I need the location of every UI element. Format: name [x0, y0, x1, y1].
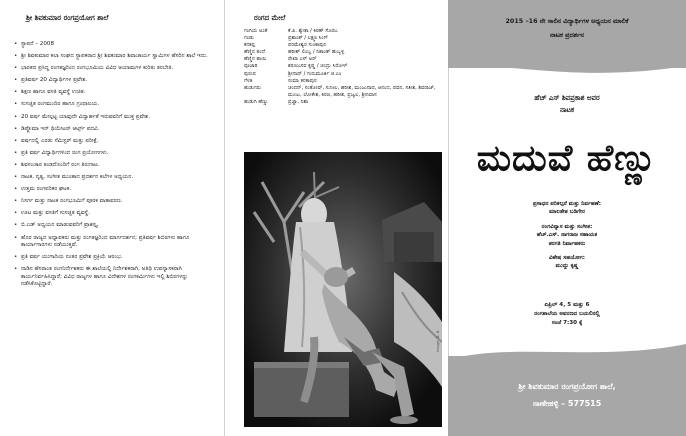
list-item: • ಪ್ರತಿ ವರ್ಷ ವಿದ್ಯಾರ್ಥಿಗಳಿಂದ ರಂಗ ಪ್ರಯೋಗಗಳು.: [14, 150, 212, 157]
credit-line: ಮಾಲತೇಶ ಬಡಿಗೇರ: [549, 209, 585, 216]
series-subtitle: ನಾಟಕ ಪ್ರದರ್ಶನ: [550, 31, 584, 39]
role-cell: ಪುರುಷ: [244, 70, 256, 77]
show-dates: ಏಪ್ರಿಲ್ 4, 5 ಮತ್ತು 6: [544, 302, 590, 308]
list-item: • ಪ್ರತಿವರ್ಷ 20 ವಿದ್ಯಾರ್ಥಿಗಳ ಪ್ರವೇಶ.: [14, 77, 212, 84]
credit-line: ಮುದ್ದು ಕೃಷ್ಣ: [555, 263, 579, 270]
list-item: • ಶ್ರೀ ಶಿವಕುಮಾರ ಕಲಾ ಸಂಘದ ಸ್ಥಾಪಕರಾದ ಶ್ರೀ ಶಿವಕುಮಾರ ಶಿವಾಚಾರ್ಯ ಸ್ವಾಮಿಗಳ ಹೆಸರಿನ ಶಾಲೆ ಇದು.: [14, 53, 212, 60]
playwright-line: ಹೆಚ್ ಎಸ್ ಶಿವಪ್ರಕಾಶ ಅವರ: [534, 94, 600, 102]
credit-line: ತರಗತಿ ನಿರ್ವಾಹಕರು: [548, 240, 586, 247]
role-cell: ಗಂಗಿಯ ಅಂತೆ: [244, 28, 268, 34]
table-row: [244, 35, 444, 42]
role-cell: ಪೂಜಾರಿ: [244, 63, 258, 70]
list-item: • ನಿಸರ್ಗ ಮತ್ತು ನಾಟಕ ರಂಗಭೂಮಿಗೆ ಪೂರಕ ವಾತಾವರಣ.: [14, 198, 212, 205]
table-row: [244, 63, 444, 70]
role-cell: ಹೆಣ್ಣಿನ ತಂದೆ: [244, 49, 265, 56]
play-title: ಮದುವೆ ಹೆಣ್ಣು: [476, 138, 658, 179]
school-features-list: [14, 41, 212, 293]
list-item: • ವರ್ಷದಲ್ಲಿ ಎರಡು ಸೆಮಿಸ್ಟರ್ ಮತ್ತು ಪರೀಕ್ಷೆ.: [14, 138, 212, 145]
credit-line: ವಿಶೇಷ ಸಹಯೋಗ:: [548, 255, 586, 262]
table-row: [244, 49, 444, 56]
list-item: • ಡಿಪ್ಲೊಮಾ ಇನ್ ಥಿಯೇಟರ್ ಆರ್ಟ್ಸ್ ಪದವಿ.: [14, 126, 212, 133]
info-panel: [0, 0, 224, 436]
table-row: [244, 78, 444, 85]
actor-cell: ಪ್ರಶಾಂತ್ / ಲಕ್ಷ್ಮಣ ಸಿಂಗ್: [288, 35, 329, 42]
performance-photo: [244, 152, 442, 427]
credit-line: ಪ್ರಸಾಧನ ಪರಿಕಲ್ಪನೆ ಮತ್ತು ನಿರ್ವಹಣೆ:: [532, 201, 602, 207]
actor-cell: ಕೆ.ಪಿ. ಶ್ವೇತಾ / ಕಿರಣ್ ಸೊರಬ: [288, 28, 338, 34]
photo-credit: Image: D. N.: [436, 329, 440, 352]
table-row: [244, 85, 444, 99]
school-name-heading: ಶ್ರೀ ಶಿವಕುಮಾರ ರಂಗಪ್ರಯೋಗ ಶಾಲೆ: [26, 14, 109, 22]
role-cell: ಕನಕಪ್ಪ: [244, 42, 256, 49]
venue-address: ಸಾಣೇಹಳ್ಳಿ – 577515: [532, 399, 602, 408]
show-time: ಸಂಜೆ 7:30 ಕ್ಕೆ: [551, 320, 583, 326]
credits-block: [448, 200, 686, 271]
cast-panel: [224, 0, 448, 436]
venue-name: ಶ್ರೀ ಶಿವಕುಮಾರ ರಂಗಪ್ರಯೋಗ ಶಾಲೆ,: [518, 382, 616, 391]
presenter-block: [448, 92, 686, 116]
list-item: • ಹೊರ ರಾಜ್ಯದ ಅಧ್ಯಾಪಕರು ಮತ್ತು ರಂಗತಜ್ಞರಿಂದ ಮಾರ್ಗದರ್ಶನ; ಪ್ರತಿವರ್ಷ ಶಿಬಿರಗಳು ಹಾಗೂ ಕಾರ್ಯಾಗಾರಗಳು ನಡೆಯುತ್ತವೆ.: [14, 235, 212, 250]
actor-cell: ಶ್ರೀನಾಥ್ / ಗುರುಮೂರ್ತಿ ಜಿ.ಎಂ: [288, 70, 342, 77]
table-row: [244, 56, 444, 63]
actor-cell: ಶರಣಬಸವ ಕೃಷ್ಣ / ಚಂದ್ರು ಸಿರೋಳ್: [288, 63, 348, 70]
credit-line: ಹೆಚ್.ಎಸ್. ನಾಗರಾಜ ಸಹಾಯಕ: [536, 232, 598, 239]
list-item: • ನಾಟಕ, ನೃತ್ಯ, ಸಂಗೀತ ಮುಂತಾದ ಪ್ರದರ್ಶನ ಕಲೆಗಳ ಅಧ್ಯಯನ.: [14, 174, 212, 181]
series-title: 2015 –16 ನೇ ಸಾಲಿನ ವಿದ್ಯಾರ್ಥಿಗಳ ಅಧ್ಯಯನ ಮಾಲಿಕೆ: [505, 17, 629, 25]
table-row: [244, 99, 444, 106]
credit-line: ರಂಗವಿನ್ಯಾಸ ಮತ್ತು ಸಂಗೀತ:: [541, 223, 593, 230]
role-cell: ಗಂಡು: [244, 35, 254, 42]
role-cell: ಹುಡುಗಿ ಹೆಣ್ಣು: [244, 98, 269, 105]
list-item: • ಉತ್ತಮ ರಂಗಪರಿಕರ ಘಟಕ.: [14, 186, 212, 193]
cast-table: [244, 28, 444, 106]
actor-cell: ಪ್ರಜ್ಞಾ, ನಿಶಾ: [288, 98, 309, 105]
genre-line: ನಾಟಕ: [559, 106, 575, 114]
list-item: • ನಾಡಿನ ಹೆಸರಾಂತ ರಂಗನಿರ್ದೇಶಕರು ಈ ಶಾಲೆಯಲ್ಲಿ ನಿರ್ದೇಶಕರಾಗಿ, ಅತಿಥಿ ಉಪನ್ಯಾಸಕರಾಗಿ ಕಾರ್ಯನಿರ್ವಹಿಸಿದ್ದಾರೆ; ವಿವಿಧ ರಾಜ್ಯಗಳ ಹಾಗೂ ವಿದೇಶಗಳ ರಂಗಕರ್ಮಿಗಳು ಇಲ್ಲಿ ಶಿಬಿರಗಳನ್ನು ನಡೆಸಿಕೊಟ್ಟಿದ್ದಾರೆ.: [14, 266, 212, 288]
actor-cell: ಸುಮಾ ಕನಕಾಪುರ: [288, 77, 317, 84]
list-item: • ಸ್ಥಾಪನೆ – 2008: [14, 41, 212, 48]
list-item: • ಸುಸಜ್ಜಿತ ರಂಗಮಂದಿರ ಹಾಗೂ ಗ್ರಂಥಾಲಯ.: [14, 101, 212, 108]
cast-heading: ರಂಗದ ಮೇಲೆ: [254, 14, 286, 22]
table-row: [244, 71, 444, 78]
list-item: • ಶಿಕ್ಷಣ ಹಾಗೂ ವಸತಿ ವ್ಯವಸ್ಥೆ ಉಚಿತ.: [14, 89, 212, 96]
wave-decoration: [448, 62, 686, 92]
list-item: • 20 ವರ್ಷ ಮೇಲ್ಪಟ್ಟ ಯಾವುದೇ ವಿದ್ಯಾರ್ಹತೆ ಇರುವವರಿಗೆ ಮುಕ್ತ ಪ್ರವೇಶ.: [14, 114, 212, 121]
role-cell: ಹುಡುಗರು: [244, 84, 262, 91]
list-item: • ಊಟ ಮತ್ತು ವಸತಿಗೆ ಸುಸಜ್ಜಿತ ವ್ಯವಸ್ಥೆ.: [14, 210, 212, 217]
actor-cell: ಪರಮೇಶ್ವರ ಸುಂಕಾಪುರ: [288, 42, 327, 49]
list-item: • ಬಿ.ಎಡ್ ಅಧ್ಯಯನ ಮಾಡುವವರಿಗೆ ಪ್ರಾಶಸ್ತ್ಯ.: [14, 222, 212, 229]
show-info: [448, 301, 686, 328]
list-item: • ಪ್ರತಿ ವರ್ಷ ಯುಗಾದಿಯ ನಂತರ ಪ್ರವೇಶ ಪ್ರಕ್ರಿಯೆ ಆರಂಭ.: [14, 254, 212, 261]
header-band: [448, 0, 686, 68]
actor-cell: ಚಂದನ್, ಸಂತೋಷ್, ಸುನೀಲ, ಹರೀಶ, ಮಂಜುನಾಥ, ಆನಂದ, ಪವನ, ಸತೀಶ, ಶಿವರಾಜ್, ಮಂಜು, ಲೋಕೇಶ, ಕಿರಣ, ಹರೀಶ, ಪ್ರಜ್ವಲ, ಶ್ರೀನಿವಾಸ: [288, 84, 436, 98]
table-row: [244, 28, 444, 35]
list-item: • ಭಾರತದ ಪ್ರಸಿದ್ಧ ರಂಗತಜ್ಞರಿಂದ ರಂಗಭೂಮಿಯ ವಿವಿಧ ಆಯಾಮಗಳ ಕುರಿತು ತರಬೇತಿ.: [14, 65, 212, 72]
table-row: [244, 42, 444, 49]
show-location: ರಂಗಶಾಲೆಯ ಅವರಣದ ಬಯಲಿನಲ್ಲಿ: [534, 311, 600, 317]
cover-panel: [448, 0, 686, 436]
role-cell: ಹೆಣ್ಣಿನ ತಾಯಿ: [244, 56, 267, 63]
list-item: • ಶಿವಸಂಚಾರ ತಂಡದೊಂದಿಗೆ ರಂಗ ತಿರುಗಾಟ.: [14, 162, 212, 169]
role-cell: ಗೆಳತಿ: [244, 77, 253, 84]
footer-band: [448, 356, 686, 436]
actor-cell: ಹರೀಶ್ ಲಿಂಬ್ಲ / ನಿಶಾಂತ್ ಹುಬ್ಬಳ್ಳಿ: [288, 49, 345, 56]
actor-cell: ರೇಖಾ ಎಸ್ ಅರ್: [288, 56, 317, 63]
